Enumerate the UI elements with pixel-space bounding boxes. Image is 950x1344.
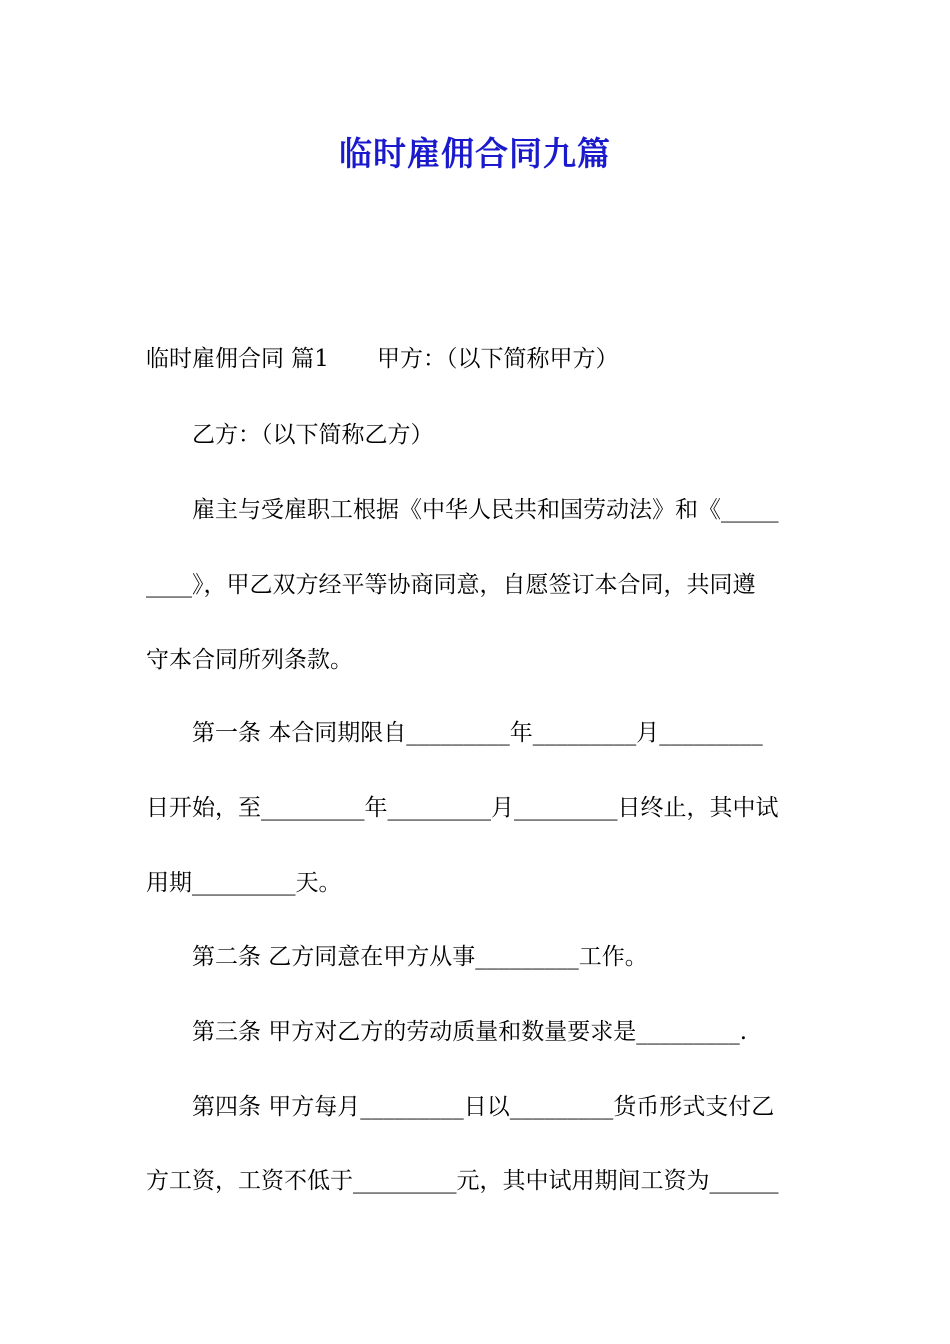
article-3-line: 第三条 甲方对乙方的劳动质量和数量要求是_________.: [192, 1019, 748, 1045]
contract-section-label: 临时雇佣合同 篇1: [146, 346, 329, 372]
contract-heading-line: [146, 344, 618, 374]
document-title: 临时雇佣合同九篇: [339, 134, 611, 173]
paragraph-line: 雇主与受雇职工根据《中华人民共和国劳动法》和《_____: [192, 497, 779, 523]
article-1-line: 第一条 本合同期限自_________年_________月_________: [192, 720, 763, 746]
article-4-line: 方工资，工资不低于_________元，其中试用期间工资为______: [146, 1168, 779, 1194]
article-1-line: 用期_________天。: [146, 870, 342, 896]
paragraph-line: ____》，甲乙双方经平等协商同意，自愿签订本合同，共同遵: [146, 572, 756, 598]
article-2-line: 第二条 乙方同意在甲方从事_________工作。: [192, 944, 648, 970]
article-4-line: 第四条 甲方每月_________日以_________货币形式支付乙: [192, 1094, 775, 1120]
party-a-label: 甲方：（以下简称甲方）: [376, 346, 619, 372]
party-b-line: 乙方：（以下简称乙方）: [192, 422, 434, 448]
article-1-line: 日开始，至_________年_________月_________日终止，其中试: [146, 795, 779, 821]
paragraph-line: 守本合同所列条款。: [146, 647, 353, 673]
